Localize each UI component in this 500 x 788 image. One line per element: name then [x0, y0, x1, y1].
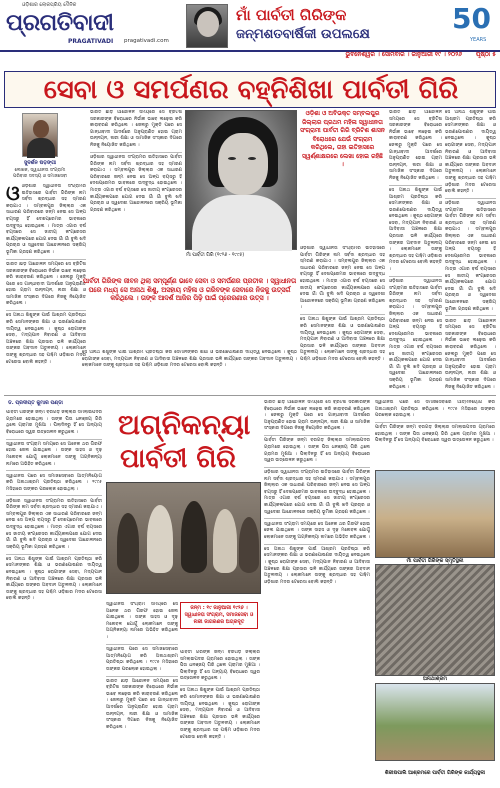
masthead-tagline: ଓଡ଼ିଶାର ଲୋକପ୍ରିୟ ଦୈନିକ	[22, 2, 77, 8]
page-number: ପୃଷ୍ଠା ୫	[475, 51, 496, 58]
agnikanya-column-5	[375, 400, 495, 466]
highlight-quote: ପାର୍ବତୀ ଗିରିଙ୍କ ଜୀବନ ଥିଲା ସମ୍ପୂର୍ଣ୍ଣ ଭାବେ ସେବା ଓ ସମର୍ପଣର ପ୍ରତୀକ । ସ୍ୱାଧୀନତା ପରେ ମଧ୍ୟ ସେ ଅନାଥ ଶିଶୁ, ଅସହାୟ ମହିଳା ଓ ଗରିବଙ୍କ ସେବାରେ ନିଜକୁ ଉତ୍ସର୍ଗ କରିଥିଲେ । ତାଙ୍କ ଆଦର୍ଶ ଆଜିର ପିଢ଼ି ପାଇଁ ପ୍ରେରଣାର ଉତ୍ସ ।	[82, 277, 297, 303]
article-text-left-cont: ଭାରତ ଛାଡ଼ ଆନ୍ଦୋଳନ ସମୟରେ ସେ ବ୍ରିଟିଶ ସରକାରଙ୍କ ବିରୋଧରେ ନିର୍ଭୀକ ଭାବେ ଲଢ଼େଇ କରି କାରାବରଣ କରିଥିଲେ । ଜେଲରୁ ମୁକ୍ତି ପରେ ସେ ଗାନ୍ଧୀବାଦୀ ଆଦର୍ଶରେ ଅନୁପ୍ରାଣିତ ହୋଇ ଗ୍ରାମ ଉନ୍ନୟନ, ନାରୀ ଶିକ୍ଷା ଓ ସାମାଜିକ ସଂସ୍କାର ଦିଗରେ ନିଜକୁ ନିୟୋଜିତ କରିଥିଲେ ।	[6, 261, 86, 307]
memorial-photo	[375, 470, 495, 558]
author-photo	[22, 113, 58, 157]
article-column-4	[300, 246, 385, 392]
masthead	[0, 0, 500, 70]
main-headline: ସେବା ଓ ସମର୍ପଣର ବହ୍ନିଶିଖା ପାର୍ବତୀ ଗିରି	[43, 75, 459, 105]
article-text-col4: ଓଡ଼ିଶାର ସ୍ୱାଧୀନତା ସଂଗ୍ରାମର ଇତିହାସରେ ପାର୍ବତୀ ଗିରିଙ୍କ ନାମ ସର୍ବଦା ଶ୍ରଦ୍ଧାର ସହ ସ୍ମରଣ କରାଯାଏ । ସମ୍ବଲପୁର ଜିଲ୍ଲାର ଏକ ସାଧାରଣ ପରିବାରରେ ଜନ୍ମ ନେଇ ସେ ଅଳ୍ପ ବୟସରୁ ହିଁ ଦେଶପ୍ରେମର ଭାବନାରେ ଉଦ୍ବୁଦ୍ଧ ହୋଇଥିଲେ । ମାତ୍ର ଏଗାର ବର୍ଷ ବୟସରେ ସେ ଜାତୀୟ କଂଗ୍ରେସର କାର୍ଯ୍ୟକଳାପରେ ଯୋଗ ଦେଇ ଗାଁ ଗାଁ ବୁଲି ଖଦି ପ୍ରଚାର ଓ ସ୍ୱଦେଶୀ ଆନ୍ଦୋଳନରେ ସକ୍ରିୟ ଭୂମିକା ଗ୍ରହଣ କରିଥିଲେ ।	[300, 246, 385, 311]
agnikanya-text-1d: ଓଡ଼ିଶାର ସ୍ୱାଧୀନତା ସଂଗ୍ରାମର ଇତିହାସରେ ପାର୍ବତୀ ଗିରିଙ୍କ ନାମ ସର୍ବଦା ଶ୍ରଦ୍ଧାର ସହ ସ୍ମରଣ କରାଯାଏ । ସମ୍ବଲପୁର ଜିଲ୍ଲାର ଏକ ସାଧାରଣ ପରିବାରରେ ଜନ୍ମ ନେଇ ସେ ଅଳ୍ପ ବୟସରୁ ହିଁ ଦେଶପ୍ରେମର ଭାବନାରେ ଉଦ୍ବୁଦ୍ଧ ହୋଇଥିଲେ । ମାତ୍ର ଏଗାର ବର୍ଷ ବୟସରେ ସେ ଜାତୀୟ କଂଗ୍ରେସର କାର୍ଯ୍ୟକଳାପରେ ଯୋଗ ଦେଇ ଗାଁ ଗାଁ ବୁଲି ଖଦି ପ୍ରଚାର ଓ ସ୍ୱଦେଶୀ ଆନ୍ଦୋଳନରେ ସକ୍ରିୟ ଭୂମିକା ଗ୍ରହଣ କରିଥିଲେ ।	[6, 498, 102, 550]
article-text-col5c: ଓଡ଼ିଶାର ସ୍ୱାଧୀନତା ସଂଗ୍ରାମର ଇତିହାସରେ ପାର୍ବତୀ ଗିରିଙ୍କ ନାମ ସର୍ବଦା ଶ୍ରଦ୍ଧାର ସହ ସ୍ମରଣ କରାଯାଏ । ସମ୍ବଲପୁର ଜିଲ୍ଲାର ଏକ ସାଧାରଣ ପରିବାରରେ ଜନ୍ମ ନେଇ ସେ ଅଳ୍ପ ବୟସରୁ ହିଁ ଦେଶପ୍ରେମର ଭାବନାରେ ଉଦ୍ବୁଦ୍ଧ ହୋଇଥିଲେ । ମାତ୍ର ଏଗାର ବର୍ଷ ବୟସରେ ସେ ଜାତୀୟ କଂଗ୍ରେସର କାର୍ଯ୍ୟକଳାପରେ ଯୋଗ ଦେଇ ଗାଁ ଗାଁ ବୁଲି ଖଦି ପ୍ରଚାର ଓ ସ୍ୱଦେଶୀ ଆନ୍ଦୋଳନରେ ସକ୍ରିୟ ଭୂମିକା ଗ୍ରହଣ କରିଥିଲେ ।	[389, 279, 442, 390]
ashram-photo	[375, 683, 495, 761]
banner-line-1: ମାଁ ପାର୍ବତୀ ଗିରିଙ୍କ	[236, 6, 347, 24]
fact-box	[180, 602, 258, 629]
anniversary-number: 50	[452, 2, 491, 35]
author-role: ଲେଖକ, ସ୍ୱାଧୀନତା ସଂଗ୍ରାମୀ ପରିବାର ସଦସ୍ୟ ଓ ସମାଜସେବୀ	[12, 168, 68, 179]
article-text-col6c: ଭାରତ ଛାଡ଼ ଆନ୍ଦୋଳନ ସମୟରେ ସେ ବ୍ରିଟିଶ ସରକାରଙ୍କ ବିରୋଧରେ ନିର୍ଭୀକ ଭାବେ ଲଢ଼େଇ କରି କାରାବରଣ କରିଥିଲେ । ଜେଲରୁ ମୁକ୍ତି ପରେ ସେ ଗାନ୍ଧୀବାଦୀ ଆଦର୍ଶରେ ଅନୁପ୍ରାଣିତ ହୋଇ ଗ୍ରାମ ଉନ୍ନୟନ, ନାରୀ ଶିକ୍ଷା ଓ ସାମାଜିକ ସଂସ୍କାର ଦିଗରେ ନିଜକୁ ନିୟୋଜିତ କରିଥିଲେ ।	[445, 318, 496, 390]
agnikanya-text-5: ସ୍ୱାଧୀନତା ପରେ ସେ ସମାଜସେବାରେ ଆତ୍ମନିୟୋଗ କରି ଅନାଥାଶ୍ରମ ପ୍ରତିଷ୍ଠା କରିଥିଲେ । ୧୯୯୫ ମସିହାରେ ତାଙ୍କର ପରଲୋକ ହୋଇଥିଲା ।	[375, 400, 495, 419]
headline-box	[4, 71, 496, 108]
agnikanya-title: ଅଗ୍ନିକନ୍ୟା	[118, 408, 251, 441]
anniversary-text: YEARS	[470, 37, 487, 43]
agnikanya-byline: ଡ. ପ୍ରଦୀପ୍ତ କୁମାର ପଣ୍ଡା	[8, 400, 63, 406]
highlight-quote-box	[82, 277, 297, 349]
group-photo	[106, 482, 261, 594]
article-column-1	[6, 184, 86, 389]
agnikanya-text-4c: ଓଡ଼ିଶାର ସ୍ୱାଧୀନତା ସଂଗ୍ରାମର ଇତିହାସରେ ପାର୍ବତୀ ଗିରିଙ୍କ ନାମ ସର୍ବଦା ଶ୍ରଦ୍ଧାର ସହ ସ୍ମରଣ କରାଯାଏ । ସମ୍ବଲପୁର ଜିଲ୍ଲାର ଏକ ସାଧାରଣ ପରିବାରରେ ଜନ୍ମ ନେଇ ସେ ଅଳ୍ପ ବୟସରୁ ହିଁ ଦେଶପ୍ରେମର ଭାବନାରେ ଉଦ୍ବୁଦ୍ଧ ହୋଇଥିଲେ । ମାତ୍ର ଏଗାର ବର୍ଷ ବୟସରେ ସେ ଜାତୀୟ କଂଗ୍ରେସର କାର୍ଯ୍ୟକଳାପରେ ଯୋଗ ଦେଇ ଗାଁ ଗାଁ ବୁଲି ଖଦି ପ୍ରଚାର ଓ ସ୍ୱଦେଶୀ ଆନ୍ଦୋଳନରେ ସକ୍ରିୟ ଭୂମିକା ଗ୍ରହଣ କରିଥିଲେ ।	[264, 470, 370, 515]
fact-box-text: ଜନ୍ମ : ୧୯ ଜାନୁଆରୀ ୧୯୨୬ । ସ୍ୱାଧୀନତା ସଂଗ୍ରାମ, ସମାଜସେବା ଓ ନାରୀ ଜାଗରଣର ଅଗ୍ରଦୂତ	[184, 605, 254, 625]
newspaper-url[interactable]: pragativadi.com	[124, 38, 169, 44]
article-column-6	[445, 110, 496, 392]
agnikanya-text-4: ଭାରତ ଛାଡ଼ ଆନ୍ଦୋଳନ ସମୟରେ ସେ ବ୍ରିଟିଶ ସରକାରଙ୍କ ବିରୋଧରେ ନିର୍ଭୀକ ଭାବେ ଲଢ଼େଇ କରି କାରାବରଣ କରିଥିଲେ । ଜେଲରୁ ମୁକ୍ତି ପରେ ସେ ଗାନ୍ଧୀବାଦୀ ଆଦର୍ଶରେ ଅନୁପ୍ରାଣିତ ହୋଇ ଗ୍ରାମ ଉନ୍ନୟନ, ନାରୀ ଶିକ୍ଷା ଓ ସାମାଜିକ ସଂସ୍କାର ଦିଗରେ ନିଜକୁ ନିୟୋଜିତ କରିଥିଲେ ।	[264, 400, 370, 432]
newspaper-logo[interactable]: ପ୍ରଗତିବାଦୀ	[6, 10, 114, 36]
section-divider	[4, 395, 496, 396]
author-name: ସୁଦର୍ଶନ ଷଡ଼ଙ୍ଗୀ	[23, 160, 57, 166]
article-text-left-cont2: ସେ ଅନାଥ ଶିଶୁଙ୍କ ପାଇଁ ଆଶ୍ରମ ପ୍ରତିଷ୍ଠା କରି ସେମାନଙ୍କର ଶିକ୍ଷା ଓ ଭରଣପୋଷଣର ଦାୟିତ୍ୱ ନେଇଥିଲେ । କୁଷ୍ଠ ରୋଗୀଙ୍କ ସେବା, ମଦ୍ୟପାନ ନିବାରଣ ଓ ଆଦିବାସୀ ଅଞ୍ଚଳରେ ଶିକ୍ଷା ପ୍ରସାର ଭଳି କାର୍ଯ୍ୟରେ ତାଙ୍କର ଅବଦାନ ଅତୁଳନୀୟ । ଲୋକମାନେ ତାଙ୍କୁ ଶ୍ରଦ୍ଧାର ସହ ପଶ୍ଚିମ ଓଡ଼ିଶାର ମଦର ଟେରେସା ବୋଲି କହନ୍ତି ।	[6, 313, 86, 365]
agnikanya-text-3b: ସେ ଅନାଥ ଶିଶୁଙ୍କ ପାଇଁ ଆଶ୍ରମ ପ୍ରତିଷ୍ଠା କରି ସେମାନଙ୍କର ଶିକ୍ଷା ଓ ଭରଣପୋଷଣର ଦାୟିତ୍ୱ ନେଇଥିଲେ । କୁଷ୍ଠ ରୋଗୀଙ୍କ ସେବା, ମଦ୍ୟପାନ ନିବାରଣ ଓ ଆଦିବାସୀ ଅଞ୍ଚଳରେ ଶିକ୍ଷା ପ୍ରସାର ଭଳି କାର୍ଯ୍ୟରେ ତାଙ୍କର ଅବଦାନ ଅତୁଳନୀୟ । ଲୋକମାନେ ତାଙ୍କୁ ଶ୍ରଦ୍ଧାର ସହ ପଶ୍ଚିମ ଓଡ଼ିଶାର ମଦର ଟେରେସା ବୋଲି କହନ୍ତି ।	[180, 688, 260, 740]
portrait-caption: ମାଁ ପାର୍ବତୀ ଗିରି (୧୯୨୬ - ୧୯୯୫)	[186, 253, 245, 258]
ashram-photo-caption: ଶିରୀଷପାଲି ଆଶ୍ରମରେ ପାର୍ବତୀ ଗିରିଙ୍କ କାର୍ଯ୍ୟସ୍ଥଳୀ	[384, 770, 486, 776]
orphanage-photo	[375, 564, 495, 676]
agnikanya-column-3	[180, 650, 260, 782]
agnikanya-text-2b: ସ୍ୱାଧୀନତା ପରେ ସେ ସମାଜସେବାରେ ଆତ୍ମନିୟୋଗ କରି ଅନାଥାଶ୍ରମ ପ୍ରତିଷ୍ଠା କରିଥିଲେ । ୧୯୯୫ ମସିହାରେ ତାଙ୍କର ପରଲୋକ ହୋଇଥିଲା ।	[106, 646, 178, 672]
agnikanya-text-2: ସ୍ୱାଧୀନତା ସଂଗ୍ରାମ ସମୟରେ ସେ ଅନେକ ଥର ଗିରଫ ହୋଇ ଜେଲ ଯାଇଥିଲେ । ତାଙ୍କ ସାହସ ଓ ଦୃଢ଼ ମନୋବଳ ଯୋଗୁଁ ଲୋକମାନେ ତାଙ୍କୁ ଅଗ୍ନିକନ୍ୟା ନାମରେ ଅଭିହିତ କରିଥିଲେ ।	[106, 602, 178, 640]
parbati-giri-portrait	[185, 110, 297, 250]
article-text-col6: ସେ ଅନାଥ ଶିଶୁଙ୍କ ପାଇଁ ଆଶ୍ରମ ପ୍ରତିଷ୍ଠା କରି ସେମାନଙ୍କର ଶିକ୍ଷା ଓ ଭରଣପୋଷଣର ଦାୟିତ୍ୱ ନେଇଥିଲେ । କୁଷ୍ଠ ରୋଗୀଙ୍କ ସେବା, ମଦ୍ୟପାନ ନିବାରଣ ଓ ଆଦିବାସୀ ଅଞ୍ଚଳରେ ଶିକ୍ଷା ପ୍ରସାର ଭଳି କାର୍ଯ୍ୟରେ ତାଙ୍କର ଅବଦାନ ଅତୁଳନୀୟ । ଲୋକମାନେ ତାଙ୍କୁ ଶ୍ରଦ୍ଧାର ସହ ପଶ୍ଚିମ ଓଡ଼ିଶାର ମଦର ଟେରେସା ବୋଲି କହନ୍ତି ।	[445, 110, 496, 195]
article-text-col5b: ସେ ଅନାଥ ଶିଶୁଙ୍କ ପାଇଁ ଆଶ୍ରମ ପ୍ରତିଷ୍ଠା କରି ସେମାନଙ୍କର ଶିକ୍ଷା ଓ ଭରଣପୋଷଣର ଦାୟିତ୍ୱ ନେଇଥିଲେ । କୁଷ୍ଠ ରୋଗୀଙ୍କ ସେବା, ମଦ୍ୟପାନ ନିବାରଣ ଓ ଆଦିବାସୀ ଅଞ୍ଚଳରେ ଶିକ୍ଷା ପ୍ରସାର ଭଳି କାର୍ଯ୍ୟରେ ତାଙ୍କର ଅବଦାନ ଅତୁଳନୀୟ । ଲୋକମାନେ ତାଙ୍କୁ ଶ୍ରଦ୍ଧାର ସହ ପଶ୍ଚିମ ଓଡ଼ିଶାର ମଦର ଟେରେସା ବୋଲି କହନ୍ତି ।	[389, 187, 442, 273]
newspaper-logo-latin: PRAGATIVADI	[68, 38, 114, 45]
article-column-3b	[82, 350, 297, 392]
agnikanya-subtitle: ପାର୍ବତୀ ଗିରି	[119, 444, 237, 474]
agnikanya-text-1b: ସ୍ୱାଧୀନତା ସଂଗ୍ରାମ ସମୟରେ ସେ ଅନେକ ଥର ଗିରଫ ହୋଇ ଜେଲ ଯାଇଥିଲେ । ତାଙ୍କ ସାହସ ଓ ଦୃଢ଼ ମନୋବଳ ଯୋଗୁଁ ଲୋକମାନେ ତାଙ୍କୁ ଅଗ୍ନିକନ୍ୟା ନାମରେ ଅଭିହିତ କରିଥିଲେ ।	[6, 441, 102, 467]
banner-line-2: ଜନ୍ମଶତବାର୍ଷିକୀ ଉପଲକ୍ଷେ	[236, 27, 370, 42]
article-text-col2: ଭାରତ ଛାଡ଼ ଆନ୍ଦୋଳନ ସମୟରେ ସେ ବ୍ରିଟିଶ ସରକାରଙ୍କ ବିରୋଧରେ ନିର୍ଭୀକ ଭାବେ ଲଢ଼େଇ କରି କାରାବରଣ କରିଥିଲେ । ଜେଲରୁ ମୁକ୍ତି ପରେ ସେ ଗାନ୍ଧୀବାଦୀ ଆଦର୍ଶରେ ଅନୁପ୍ରାଣିତ ହୋଇ ଗ୍ରାମ ଉନ୍ନୟନ, ନାରୀ ଶିକ୍ଷା ଓ ସାମାଜିକ ସଂସ୍କାର ଦିଗରେ ନିଜକୁ ନିୟୋଜିତ କରିଥିଲେ ।	[90, 110, 182, 148]
article-column-2	[90, 110, 182, 274]
agnikanya-text-4e: ସେ ଅନାଥ ଶିଶୁଙ୍କ ପାଇଁ ଆଶ୍ରମ ପ୍ରତିଷ୍ଠା କରି ସେମାନଙ୍କର ଶିକ୍ଷା ଓ ଭରଣପୋଷଣର ଦାୟିତ୍ୱ ନେଇଥିଲେ । କୁଷ୍ଠ ରୋଗୀଙ୍କ ସେବା, ମଦ୍ୟପାନ ନିବାରଣ ଓ ଆଦିବାସୀ ଅଞ୍ଚଳରେ ଶିକ୍ଷା ପ୍ରସାର ଭଳି କାର୍ଯ୍ୟରେ ତାଙ୍କର ଅବଦାନ ଅତୁଳନୀୟ । ଲୋକମାନେ ତାଙ୍କୁ ଶ୍ରଦ୍ଧାର ସହ ପଶ୍ଚିମ ଓଡ଼ିଶାର ମଦର ଟେରେସା ବୋଲି କହନ୍ତି ।	[264, 546, 370, 585]
banner-portrait-image	[186, 4, 228, 48]
agnikanya-text-4d: ସ୍ୱାଧୀନତା ସଂଗ୍ରାମ ସମୟରେ ସେ ଅନେକ ଥର ଗିରଫ ହୋଇ ଜେଲ ଯାଇଥିଲେ । ତାଙ୍କ ସାହସ ଓ ଦୃଢ଼ ମନୋବଳ ଯୋଗୁଁ ଲୋକମାନେ ତାଙ୍କୁ ଅଗ୍ନିକନ୍ୟା ନାମରେ ଅଭିହିତ କରିଥିଲେ ।	[264, 521, 370, 540]
agnikanya-text-1: ପାର୍ବତୀ ଗିରିଙ୍କ ଜନ୍ମ ବରଗଡ଼ ଜିଲ୍ଲାର ସମଲାଇପଦର ଗ୍ରାମରେ ହୋଇଥିଲା । ତାଙ୍କ ପିତା ଧନଞ୍ଜୟ ଗିରି ଥିଲେ ଗ୍ରାମର ମୁଖିଆ । ପିଲାଦିନରୁ ହିଁ ସେ ଅନ୍ୟାୟ ବିରୋଧରେ ସ୍ୱର ଉତ୍ତୋଳନ କରୁଥିଲେ ।	[6, 410, 102, 435]
memorial-photo-caption: ମାଁ ପାର୍ବତୀ ଗିରିଙ୍କ ସ୍ମୃତିସ୍ଥଳୀ	[406, 558, 464, 564]
pull-quote-right: ଓଡ଼ିଶା ଓ ଅବିଭକ୍ତ ସମ୍ବଲପୁର ଜିଲ୍ଲାର ପ୍ରଥମ ମହିଳା ସ୍ୱାଧୀନତା ସଂଗ୍ରାମୀ ପାର୍ବତୀ ଗିରି ବ୍ରିଟିଶ ଶାସନ ବିରୋଧରେ ଯେଉଁ ସଂଗ୍ରାମ କରିଥିଲେ, ତାହା ଇତିହାସରେ ସ୍ୱର୍ଣ୍ଣାକ୍ଷରରେ ଲେଖା ହୋଇ ରହିଛି ।	[300, 110, 385, 168]
agnikanya-column-1	[6, 410, 102, 782]
article-column-3	[186, 262, 296, 274]
article-text-col3: ସେ ଅନାଥ ଶିଶୁଙ୍କ ପାଇଁ ଆଶ୍ରମ ପ୍ରତିଷ୍ଠା କରି ସେମାନଙ୍କର ଶିକ୍ଷା ଓ ଭରଣପୋଷଣର ଦାୟିତ୍ୱ ନେଇଥିଲେ । କୁଷ୍ଠ ରୋଗୀଙ୍କ ସେବା, ମଦ୍ୟପାନ ନିବାରଣ ଓ ଆଦିବାସୀ ଅଞ୍ଚଳରେ ଶିକ୍ଷା ପ୍ରସାର ଭଳି କାର୍ଯ୍ୟରେ ତାଙ୍କର ଅବଦାନ ଅତୁଳନୀୟ । ଲୋକମାନେ ତାଙ୍କୁ ଶ୍ରଦ୍ଧାର ସହ ପଶ୍ଚିମ ଓଡ଼ିଶାର ମଦର ଟେରେସା ବୋଲି କହନ୍ତି ।	[82, 350, 297, 369]
agnikanya-text-1c: ସ୍ୱାଧୀନତା ପରେ ସେ ସମାଜସେବାରେ ଆତ୍ମନିୟୋଗ କରି ଅନାଥାଶ୍ରମ ପ୍ରତିଷ୍ଠା କରିଥିଲେ । ୧୯୯୫ ମସିହାରେ ତାଙ୍କର ପରଲୋକ ହୋଇଥିଲା ।	[6, 473, 102, 492]
agnikanya-text-4b: ପାର୍ବତୀ ଗିରିଙ୍କ ଜନ୍ମ ବରଗଡ଼ ଜିଲ୍ଲାର ସମଲାଇପଦର ଗ୍ରାମରେ ହୋଇଥିଲା । ତାଙ୍କ ପିତା ଧନଞ୍ଜୟ ଗିରି ଥିଲେ ଗ୍ରାମର ମୁଖିଆ । ପିଲାଦିନରୁ ହିଁ ସେ ଅନ୍ୟାୟ ବିରୋଧରେ ସ୍ୱର ଉତ୍ତୋଳନ କରୁଥିଲେ ।	[264, 438, 370, 464]
centenary-banner	[186, 4, 418, 48]
agnikanya-column-4	[264, 400, 370, 782]
article-text-col2b: ଓଡ଼ିଶାର ସ୍ୱାଧୀନତା ସଂଗ୍ରାମର ଇତିହାସରେ ପାର୍ବତୀ ଗିରିଙ୍କ ନାମ ସର୍ବଦା ଶ୍ରଦ୍ଧାର ସହ ସ୍ମରଣ କରାଯାଏ । ସମ୍ବଲପୁର ଜିଲ୍ଲାର ଏକ ସାଧାରଣ ପରିବାରରେ ଜନ୍ମ ନେଇ ସେ ଅଳ୍ପ ବୟସରୁ ହିଁ ଦେଶପ୍ରେମର ଭାବନାରେ ଉଦ୍ବୁଦ୍ଧ ହୋଇଥିଲେ । ମାତ୍ର ଏଗାର ବର୍ଷ ବୟସରେ ସେ ଜାତୀୟ କଂଗ୍ରେସର କାର୍ଯ୍ୟକଳାପରେ ଯୋଗ ଦେଇ ଗାଁ ଗାଁ ବୁଲି ଖଦି ପ୍ରଚାର ଓ ସ୍ୱଦେଶୀ ଆନ୍ଦୋଳନରେ ସକ୍ରିୟ ଭୂମିକା ଗ୍ରହଣ କରିଥିଲେ ।	[90, 154, 182, 213]
issue-date: ଭୁବନେଶ୍ୱର । ସୋମବାର । ଜାନୁଆରୀ ୧୯ । ୨୦୨୬	[345, 51, 462, 58]
article-text-col6b: ଓଡ଼ିଶାର ସ୍ୱାଧୀନତା ସଂଗ୍ରାମର ଇତିହାସରେ ପାର୍ବତୀ ଗିରିଙ୍କ ନାମ ସର୍ବଦା ଶ୍ରଦ୍ଧାର ସହ ସ୍ମରଣ କରାଯାଏ । ସମ୍ବଲପୁର ଜିଲ୍ଲାର ଏକ ସାଧାରଣ ପରିବାରରେ ଜନ୍ମ ନେଇ ସେ ଅଳ୍ପ ବୟସରୁ ହିଁ ଦେଶପ୍ରେମର ଭାବନାରେ ଉଦ୍ବୁଦ୍ଧ ହୋଇଥିଲେ । ମାତ୍ର ଏଗାର ବର୍ଷ ବୟସରେ ସେ ଜାତୀୟ କଂଗ୍ରେସର କାର୍ଯ୍ୟକଳାପରେ ଯୋଗ ଦେଇ ଗାଁ ଗାଁ ବୁଲି ଖଦି ପ୍ରଚାର ଓ ସ୍ୱଦେଶୀ ଆନ୍ଦୋଳନରେ ସକ୍ରିୟ ଭୂମିକା ଗ୍ରହଣ କରିଥିଲେ ।	[445, 201, 496, 312]
article-text-col4b: ସେ ଅନାଥ ଶିଶୁଙ୍କ ପାଇଁ ଆଶ୍ରମ ପ୍ରତିଷ୍ଠା କରି ସେମାନଙ୍କର ଶିକ୍ଷା ଓ ଭରଣପୋଷଣର ଦାୟିତ୍ୱ ନେଇଥିଲେ । କୁଷ୍ଠ ରୋଗୀଙ୍କ ସେବା, ମଦ୍ୟପାନ ନିବାରଣ ଓ ଆଦିବାସୀ ଅଞ୍ଚଳରେ ଶିକ୍ଷା ପ୍ରସାର ଭଳି କାର୍ଯ୍ୟରେ ତାଙ୍କର ଅବଦାନ ଅତୁଳନୀୟ । ଲୋକମାନେ ତାଙ୍କୁ ଶ୍ରଦ୍ଧାର ସହ ପଶ୍ଚିମ ଓଡ଼ିଶାର ମଦର ଟେରେସା ବୋଲି କହନ୍ତି ।	[300, 317, 385, 362]
orphanage-photo-caption: ଅନାଥାଶ୍ରମ	[422, 676, 448, 682]
dropcap: ଓ	[6, 184, 20, 205]
agnikanya-text-1e: ସେ ଅନାଥ ଶିଶୁଙ୍କ ପାଇଁ ଆଶ୍ରମ ପ୍ରତିଷ୍ଠା କରି ସେମାନଙ୍କର ଶିକ୍ଷା ଓ ଭରଣପୋଷଣର ଦାୟିତ୍ୱ ନେଇଥିଲେ । କୁଷ୍ଠ ରୋଗୀଙ୍କ ସେବା, ମଦ୍ୟପାନ ନିବାରଣ ଓ ଆଦିବାସୀ ଅଞ୍ଚଳରେ ଶିକ୍ଷା ପ୍ରସାର ଭଳି କାର୍ଯ୍ୟରେ ତାଙ୍କର ଅବଦାନ ଅତୁଳନୀୟ । ଲୋକମାନେ ତାଙ୍କୁ ଶ୍ରଦ୍ଧାର ସହ ପଶ୍ଚିମ ଓଡ଼ିଶାର ମଦର ଟେରେସା ବୋଲି କହନ୍ତି ।	[6, 556, 102, 602]
article-column-5	[389, 110, 442, 392]
anniversary-emblem	[448, 2, 496, 46]
agnikanya-text-2c: ଭାରତ ଛାଡ଼ ଆନ୍ଦୋଳନ ସମୟରେ ସେ ବ୍ରିଟିଶ ସରକାରଙ୍କ ବିରୋଧରେ ନିର୍ଭୀକ ଭାବେ ଲଢ଼େଇ କରି କାରାବରଣ କରିଥିଲେ । ଜେଲରୁ ମୁକ୍ତି ପରେ ସେ ଗାନ୍ଧୀବାଦୀ ଆଦର୍ଶରେ ଅନୁପ୍ରାଣିତ ହୋଇ ଗ୍ରାମ ଉନ୍ନୟନ, ନାରୀ ଶିକ୍ଷା ଓ ସାମାଜିକ ସଂସ୍କାର ଦିଗରେ ନିଜକୁ ନିୟୋଜିତ କରିଥିଲେ ।	[106, 678, 178, 730]
article-text-col5: ଭାରତ ଛାଡ଼ ଆନ୍ଦୋଳନ ସମୟରେ ସେ ବ୍ରିଟିଶ ସରକାରଙ୍କ ବିରୋଧରେ ନିର୍ଭୀକ ଭାବେ ଲଢ଼େଇ କରି କାରାବରଣ କରିଥିଲେ । ଜେଲରୁ ମୁକ୍ତି ପରେ ସେ ଗାନ୍ଧୀବାଦୀ ଆଦର୍ଶରେ ଅନୁପ୍ରାଣିତ ହୋଇ ଗ୍ରାମ ଉନ୍ନୟନ, ନାରୀ ଶିକ୍ଷା ଓ ସାମାଜିକ ସଂସ୍କାର ଦିଗରେ ନିଜକୁ ନିୟୋଜିତ କରିଥିଲେ ।	[389, 110, 442, 181]
article-text-left: ଓଡ଼ିଶାର ସ୍ୱାଧୀନତା ସଂଗ୍ରାମର ଇତିହାସରେ ପାର୍ବତୀ ଗିରିଙ୍କ ନାମ ସର୍ବଦା ଶ୍ରଦ୍ଧାର ସହ ସ୍ମରଣ କରାଯାଏ । ସମ୍ବଲପୁର ଜିଲ୍ଲାର ଏକ ସାଧାରଣ ପରିବାରରେ ଜନ୍ମ ନେଇ ସେ ଅଳ୍ପ ବୟସରୁ ହିଁ ଦେଶପ୍ରେମର ଭାବନାରେ ଉଦ୍ବୁଦ୍ଧ ହୋଇଥିଲେ । ମାତ୍ର ଏଗାର ବର୍ଷ ବୟସରେ ସେ ଜାତୀୟ କଂଗ୍ରେସର କାର୍ଯ୍ୟକଳାପରେ ଯୋଗ ଦେଇ ଗାଁ ଗାଁ ବୁଲି ଖଦି ପ୍ରଚାର ଓ ସ୍ୱଦେଶୀ ଆନ୍ଦୋଳନରେ ସକ୍ରିୟ ଭୂମିକା ଗ୍ରହଣ କରିଥିଲେ ।	[6, 184, 86, 255]
agnikanya-text-5b: ପାର୍ବତୀ ଗିରିଙ୍କ ଜନ୍ମ ବରଗଡ଼ ଜିଲ୍ଲାର ସମଲାଇପଦର ଗ୍ରାମରେ ହୋଇଥିଲା । ତାଙ୍କ ପିତା ଧନଞ୍ଜୟ ଗିରି ଥିଲେ ଗ୍ରାମର ମୁଖିଆ । ପିଲାଦିନରୁ ହିଁ ସେ ଅନ୍ୟାୟ ବିରୋଧରେ ସ୍ୱର ଉତ୍ତୋଳନ କରୁଥିଲେ ।	[375, 425, 495, 444]
agnikanya-column-2	[106, 602, 178, 782]
agnikanya-text-3: ପାର୍ବତୀ ଗିରିଙ୍କ ଜନ୍ମ ବରଗଡ଼ ଜିଲ୍ଲାର ସମଲାଇପଦର ଗ୍ରାମରେ ହୋଇଥିଲା । ତାଙ୍କ ପିତା ଧନଞ୍ଜୟ ଗିରି ଥିଲେ ଗ୍ରାମର ମୁଖିଆ । ପିଲାଦିନରୁ ହିଁ ସେ ଅନ୍ୟାୟ ବିରୋଧରେ ସ୍ୱର ଉତ୍ତୋଳନ କରୁଥିଲେ ।	[180, 650, 260, 682]
